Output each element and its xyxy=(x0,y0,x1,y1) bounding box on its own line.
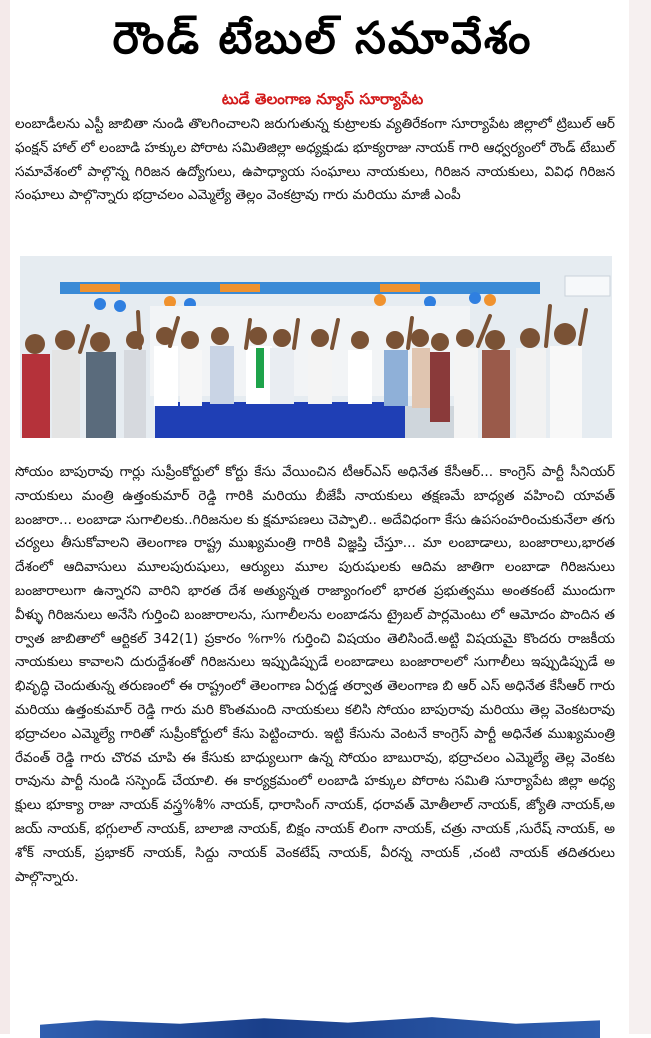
article-paragraph-2: సోయం బాపురావు గార్లు సుప్రీంకోర్టులో కోర్టు కేసు వేయించిన టీఆర్ఎస్ అధినేత కేసీఆర్... కాంగ్రెస్ పార్టీ సీనియర్ నాయకులు మంత్రి ఉత్తంకుమార్ రెడ్డి గారికి మరియు బీజేపీ నాయకులు తక్షణమే బాధ్యత వహించి యావత్ బంజారా... లంబాడా సుగాలిలకు..గిరిజనుల కు క్షమాపణలు చెప్పాలి.. అదేవిధంగా కేసు ఉపసంహరించుకునేలా తగు చర్యలు తీసుకోవాలని తెలంగాణ రాష్ట్ర ముఖ్యమంత్రి గారికి విజ్ఞప్తి చేస్తూ... మా లంబాడాలు, బంజారాలు,భారతదేశంలో ఆదివాసులు మూలపురుషులు, ఆర్యులు మూల పురుషులకు ఆదిమ జాతిగా లంబాడా గిరిజనులు బంజారాలుగా ఉన్నారని వారిని భారత దేశ అత్యున్నత రాజ్యాంగంలో భారత ప్రభుత్వము అంతకంటే ముందుగా వీళ్ళు గిరిజనులు అనేసి గుర్తించి బంజారాలను, సుగాలీలను లంబాడను ట్రైబల్ పార్లమెంటు లో ఆమోదం పొందిన తర్వాత జాబితాలో ఆర్టికల్ 342(1) ప్రకారం %గా% గుర్తించి విషయం తెలిసిందే.అట్టి విషయమై కొందరు రాజకీయ నాయకులు కావాలని దురుద్దేశంతో గిరిజనులు ఇప్పుడిప్పుడే లంబాడాలు బంజారాలలో సుగాలీలు ఇప్పుడిప్పుడే అభివృద్ధి చెందుతున్న తరుణంలో ఈ రాష్ట్రంలో తెలంగాణ ఏర్పడ్డ తర్వాత తెలంగాణ బి ఆర్ ఎస్ అధినేత కేసీఆర్ గారు మరియు ఉత్తంకుమార్ రెడ్డి గారు మరి కొంతమంది నాయకులు కలిసి సోయం బాపురావు మరియు తెల్ల వెంకటరావు భద్రాచలం ఎమ్మెల్యే గారితో సుప్రీంకోర్టులో కేసు పెట్టించారు. ఇట్టి కేసును వెంటనే కాంగ్రెస్ పార్టీ అధినేత ముఖ్యమంత్రి రేవంత్ రెడ్డి గారు చొరవ చూపి ఈ కేసుకు బాధ్యులుగా ఉన్న సోయం బాబురావు, భద్రాచలం ఎమ్మెల్యే తెల్ల వెంకటరావును పార్టీ నుండి సస్పెండ్ చేయాలి. ఈ కార్యక్రమంలో లంబాడి హక్కుల పోరాట సమితి సూర్యాపేట జిల్లా అధ్యక్షులు భూక్యా రాజు నాయక్ వస్త్ర%శీ% నాయక్, ధారాసింగ్ నాయక్, ధరావత్ మోతీలాల్ నాయక్, జ్యోతి నాయక్,అజయ్ నాయక్, భగ్గులాల్ నాయక్, బాలాజి నాయక్, బిక్షం నాయక్ లింగా నాయక్, చత్రు నాయక్ ,సురేష్ నాయక్, అశోక్ నాయక్, ప్రభాకర్ నాయక్, సిద్దు నాయక్ వెంకటేష్ నాయక్, వీరన్న నాయక్ ,చంటి నాయక్ తదితరులు పాల్గొన్నారు. xyxy=(15,464,615,885)
group-photo xyxy=(20,256,612,438)
right-margin-strip xyxy=(629,0,651,1034)
headline: రౌండ్ టేబుల్ సమావేశం xyxy=(112,13,533,64)
left-margin-strip xyxy=(0,0,10,1034)
group-photo-icon xyxy=(20,256,612,438)
byline: టుడే తెలంగాణ న్యూస్ సూర్యాపేట xyxy=(221,90,424,108)
next-headline-cutoff xyxy=(40,1016,600,1038)
article-paragraph-1: లంబాడీలను ఎస్టీ జాబితా నుండి తొలగించాలని జరుగుతున్న కుట్రాలకు వ్యతిరేకంగా సూర్యాపేట జిల్లాలో ట్రిబుల్ ఆర్ ఫంక్షన్ హాల్ లో లంబాడి హక్కుల పోరాట సమితిజిల్లా అధ్యక్షుడు భూక్యరాజు నాయక్ గారి ఆధ్వర్యంలో రౌండ్ టేబుల్ సమావేశంలో పాల్గొన్న గిరిజన ఉద్యోగులు, ఉపాధ్యాయ సంఘాలు నాయకులు, గిరిజన నాయకులు, వివిధ గిరిజన సంఘాలు పాల్గొన్నారు భద్రాచలం ఎమ్మెల్యే తెల్లం వెంకట్రావు గారు మరియు మాజీ ఎంపీ xyxy=(15,116,615,204)
